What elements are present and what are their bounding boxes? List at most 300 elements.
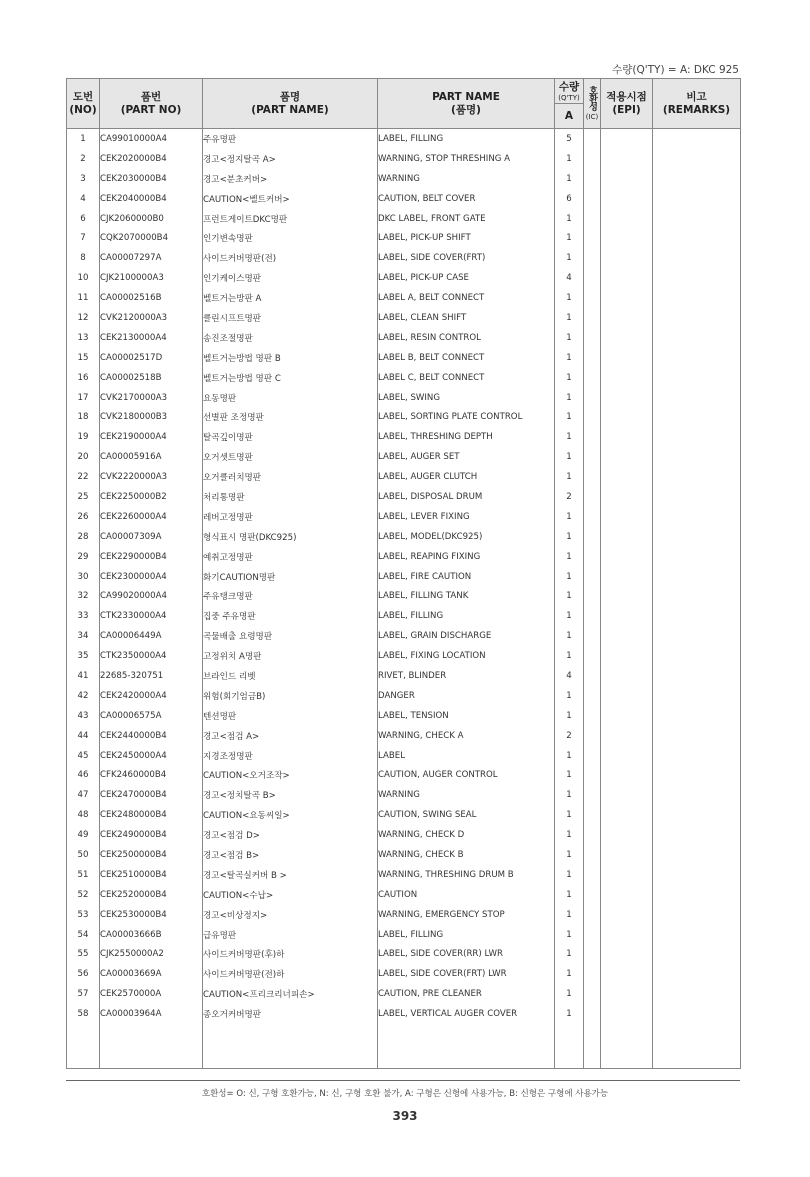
header-qty-a: A — [555, 104, 584, 129]
row-part-no: CA00007297A — [100, 248, 203, 268]
row-remarks — [653, 805, 741, 825]
table-row — [67, 706, 741, 726]
table-row — [67, 865, 741, 885]
row-part-name-en: LABEL B, BELT CONNECT — [378, 348, 555, 368]
row-ic — [584, 626, 601, 646]
row-no: 58 — [67, 1004, 100, 1024]
row-part-no: CA99010000A4 — [100, 129, 203, 149]
row-epi — [601, 785, 653, 805]
row-part-name-kr: 경고<탈곡실커버 B > — [203, 865, 378, 885]
table-row — [67, 885, 741, 905]
header-part-no: 품번 (PART NO) — [100, 79, 203, 129]
row-part-name-en: LABEL, FIXING LOCATION — [378, 646, 555, 666]
row-epi — [601, 686, 653, 706]
row-no: 34 — [67, 626, 100, 646]
row-part-name-kr: 인기케이스명판 — [203, 268, 378, 288]
table-row — [67, 328, 741, 348]
row-part-name-en: CAUTION, BELT COVER — [378, 189, 555, 209]
row-epi — [601, 407, 653, 427]
header-epi: 적용시점 (EPI) — [601, 79, 653, 129]
table-row — [67, 507, 741, 527]
row-part-name-kr: 주유탱크명판 — [203, 586, 378, 606]
row-part-no: CA00002517D — [100, 348, 203, 368]
row-qty: 1 — [555, 646, 584, 666]
row-qty: 4 — [555, 268, 584, 288]
table-row — [67, 567, 741, 587]
row-ic — [584, 606, 601, 626]
table-row — [67, 925, 741, 945]
row-part-name-kr: 송진조절명판 — [203, 328, 378, 348]
page-number: 393 — [392, 1109, 418, 1123]
row-ic — [584, 308, 601, 328]
row-part-name-kr: 주유명판 — [203, 129, 378, 149]
row-epi — [601, 507, 653, 527]
header-remarks: 비고 (REMARKS) — [653, 79, 741, 129]
row-part-name-kr: 선별판 조정명판 — [203, 407, 378, 427]
table-row — [67, 905, 741, 925]
row-part-name-kr: CAUTION<프리크리너피손> — [203, 984, 378, 1004]
row-remarks — [653, 726, 741, 746]
row-part-no: CEK2530000B4 — [100, 905, 203, 925]
row-no: 32 — [67, 586, 100, 606]
row-part-name-en: LABEL, FILLING TANK — [378, 586, 555, 606]
row-no: 13 — [67, 328, 100, 348]
row-ic — [584, 228, 601, 248]
row-part-name-kr: 급유명판 — [203, 925, 378, 945]
row-ic — [584, 586, 601, 606]
row-part-name-en: LABEL, SIDE COVER(FRT) LWR — [378, 964, 555, 984]
row-remarks — [653, 368, 741, 388]
row-qty: 1 — [555, 507, 584, 527]
row-part-no: CQK2070000B4 — [100, 228, 203, 248]
row-epi — [601, 149, 653, 169]
table-row — [67, 586, 741, 606]
row-epi — [601, 268, 653, 288]
row-ic — [584, 845, 601, 865]
row-epi — [601, 447, 653, 467]
row-part-name-kr: 종오거커버명판 — [203, 1004, 378, 1024]
row-ic — [584, 447, 601, 467]
row-no: 55 — [67, 945, 100, 965]
row-part-name-kr: 프런트게이트DKC명판 — [203, 209, 378, 229]
row-part-no: CA00002518B — [100, 368, 203, 388]
row-part-name-en: LABEL, FILLING — [378, 925, 555, 945]
row-no: 10 — [67, 268, 100, 288]
row-remarks — [653, 467, 741, 487]
row-part-name-kr: 브라인드 리벳 — [203, 666, 378, 686]
row-ic — [584, 368, 601, 388]
empty-row — [67, 1024, 741, 1069]
row-qty: 1 — [555, 825, 584, 845]
row-remarks — [653, 766, 741, 786]
row-remarks — [653, 567, 741, 587]
row-epi — [601, 825, 653, 845]
row-no: 47 — [67, 785, 100, 805]
row-ic — [584, 945, 601, 965]
header-ic: 호환성 (IC) — [584, 79, 601, 129]
row-epi — [601, 885, 653, 905]
row-epi — [601, 547, 653, 567]
table-row — [67, 1004, 741, 1024]
row-part-name-en: LABEL, FIRE CAUTION — [378, 567, 555, 587]
row-part-name-kr: 경고<정치탈곡 B> — [203, 785, 378, 805]
row-epi — [601, 666, 653, 686]
row-no: 18 — [67, 407, 100, 427]
table-row — [67, 388, 741, 408]
row-ic — [584, 427, 601, 447]
row-epi — [601, 586, 653, 606]
row-part-name-kr: 벨트거는방판 A — [203, 288, 378, 308]
row-epi — [601, 527, 653, 547]
row-no: 26 — [67, 507, 100, 527]
row-qty: 2 — [555, 726, 584, 746]
row-part-name-en: LABEL, REAPING FIXING — [378, 547, 555, 567]
row-ic — [584, 149, 601, 169]
table-row — [67, 805, 741, 825]
row-ic — [584, 388, 601, 408]
table-row — [67, 407, 741, 427]
table-row — [67, 149, 741, 169]
table-row — [67, 209, 741, 229]
row-remarks — [653, 447, 741, 467]
row-ic — [584, 885, 601, 905]
row-no: 57 — [67, 984, 100, 1004]
row-remarks — [653, 547, 741, 567]
table-row — [67, 964, 741, 984]
row-epi — [601, 805, 653, 825]
table-row — [67, 746, 741, 766]
row-qty: 2 — [555, 487, 584, 507]
row-qty: 1 — [555, 686, 584, 706]
row-no: 25 — [67, 487, 100, 507]
table-row — [67, 666, 741, 686]
row-part-no: CA00007309A — [100, 527, 203, 547]
row-part-no: CEK2290000B4 — [100, 547, 203, 567]
row-part-name-en: LABEL — [378, 746, 555, 766]
row-part-name-kr: CAUTION<요동씨일> — [203, 805, 378, 825]
row-qty: 1 — [555, 746, 584, 766]
row-remarks — [653, 427, 741, 447]
row-part-no: CEK2500000B4 — [100, 845, 203, 865]
empty-cell — [555, 1024, 584, 1069]
empty-cell — [653, 1024, 741, 1069]
row-qty: 1 — [555, 547, 584, 567]
row-epi — [601, 865, 653, 885]
row-epi — [601, 467, 653, 487]
row-remarks — [653, 606, 741, 626]
row-part-name-kr: 경고<정지탈곡 A> — [203, 149, 378, 169]
row-remarks — [653, 189, 741, 209]
row-ic — [584, 189, 601, 209]
row-ic — [584, 785, 601, 805]
row-qty: 1 — [555, 1004, 584, 1024]
row-part-no: CTK2350000A4 — [100, 646, 203, 666]
row-part-no: CJK2100000A3 — [100, 268, 203, 288]
row-no: 48 — [67, 805, 100, 825]
empty-cell — [203, 1024, 378, 1069]
row-remarks — [653, 626, 741, 646]
row-epi — [601, 606, 653, 626]
row-no: 42 — [67, 686, 100, 706]
row-epi — [601, 964, 653, 984]
row-ic — [584, 925, 601, 945]
row-qty: 1 — [555, 149, 584, 169]
row-epi — [601, 348, 653, 368]
row-qty: 1 — [555, 427, 584, 447]
row-no: 6 — [67, 209, 100, 229]
row-ic — [584, 646, 601, 666]
table-row — [67, 228, 741, 248]
row-part-name-kr: 집중 주유명판 — [203, 606, 378, 626]
row-part-no: CEK2190000A4 — [100, 427, 203, 447]
row-part-no: CVK2170000A3 — [100, 388, 203, 408]
row-part-name-en: LABEL, TENSION — [378, 706, 555, 726]
row-part-name-en: CAUTION — [378, 885, 555, 905]
row-remarks — [653, 586, 741, 606]
row-ic — [584, 766, 601, 786]
table-row — [67, 845, 741, 865]
table-row — [67, 169, 741, 189]
row-no: 29 — [67, 547, 100, 567]
row-qty: 1 — [555, 467, 584, 487]
row-ic — [584, 805, 601, 825]
row-remarks — [653, 785, 741, 805]
row-part-name-en: WARNING, STOP THRESHING A — [378, 149, 555, 169]
row-part-name-en: LABEL, MODEL(DKC925) — [378, 527, 555, 547]
row-part-name-en: LABEL, SIDE COVER(FRT) — [378, 248, 555, 268]
row-no: 15 — [67, 348, 100, 368]
row-epi — [601, 845, 653, 865]
row-part-no: CEK2490000B4 — [100, 825, 203, 845]
row-part-no: CEK2420000A4 — [100, 686, 203, 706]
header-qty: 수량 (Q'TY) — [555, 79, 584, 104]
row-no: 56 — [67, 964, 100, 984]
row-no: 3 — [67, 169, 100, 189]
row-remarks — [653, 149, 741, 169]
header-part-name-kr: 품명 (PART NAME) — [203, 79, 378, 129]
row-qty: 1 — [555, 228, 584, 248]
row-part-name-en: DKC LABEL, FRONT GATE — [378, 209, 555, 229]
row-part-name-kr: 위험(회기엄금B) — [203, 686, 378, 706]
table-row — [67, 447, 741, 467]
row-epi — [601, 288, 653, 308]
row-part-name-en: CAUTION, AUGER CONTROL — [378, 766, 555, 786]
row-qty: 1 — [555, 209, 584, 229]
row-ic — [584, 666, 601, 686]
table-row — [67, 268, 741, 288]
row-epi — [601, 487, 653, 507]
row-part-name-kr: 형식표시 명판(DKC925) — [203, 527, 378, 547]
row-part-name-en: LABEL, VERTICAL AUGER COVER — [378, 1004, 555, 1024]
row-epi — [601, 706, 653, 726]
row-qty: 1 — [555, 606, 584, 626]
row-part-name-kr: 예취고정명판 — [203, 547, 378, 567]
row-epi — [601, 726, 653, 746]
row-qty: 1 — [555, 288, 584, 308]
table-row — [67, 825, 741, 845]
row-no: 11 — [67, 288, 100, 308]
row-remarks — [653, 885, 741, 905]
row-remarks — [653, 706, 741, 726]
row-ic — [584, 905, 601, 925]
row-no: 33 — [67, 606, 100, 626]
table-row — [67, 288, 741, 308]
row-remarks — [653, 686, 741, 706]
row-epi — [601, 427, 653, 447]
row-qty: 1 — [555, 945, 584, 965]
row-part-name-kr: CAUTION<오거조작> — [203, 766, 378, 786]
row-epi — [601, 1004, 653, 1024]
row-qty: 4 — [555, 666, 584, 686]
row-part-name-en: LABEL, CLEAN SHIFT — [378, 308, 555, 328]
row-no: 45 — [67, 746, 100, 766]
row-part-name-en: LABEL, LEVER FIXING — [378, 507, 555, 527]
header-no: 도번 (NO) — [67, 79, 100, 129]
row-no: 22 — [67, 467, 100, 487]
table-row — [67, 467, 741, 487]
table-row — [67, 945, 741, 965]
row-no: 20 — [67, 447, 100, 467]
row-part-no: CEK2020000B4 — [100, 149, 203, 169]
row-qty: 1 — [555, 885, 584, 905]
row-epi — [601, 905, 653, 925]
row-remarks — [653, 1004, 741, 1024]
row-part-name-kr: 경고<분초커버> — [203, 169, 378, 189]
row-remarks — [653, 129, 741, 149]
row-qty: 5 — [555, 129, 584, 149]
table-row — [67, 189, 741, 209]
parts-table — [66, 78, 741, 1069]
table-row — [67, 766, 741, 786]
row-part-name-en: LABEL A, BELT CONNECT — [378, 288, 555, 308]
row-part-no: CFK2460000B4 — [100, 766, 203, 786]
row-qty: 1 — [555, 388, 584, 408]
row-no: 19 — [67, 427, 100, 447]
row-ic — [584, 964, 601, 984]
row-no: 28 — [67, 527, 100, 547]
row-part-name-en: LABEL, PICK-UP CASE — [378, 268, 555, 288]
row-part-no: CEK2130000A4 — [100, 328, 203, 348]
row-part-name-kr: 탈곡깊이명판 — [203, 427, 378, 447]
row-ic — [584, 129, 601, 149]
row-qty: 1 — [555, 706, 584, 726]
compatibility-footnote: 호환성= O: 신, 구형 호환가능, N: 신, 구형 호환 불가, A: 구형은 신형에 사용가능, B: 신형은 구형에 사용가능 — [201, 1089, 609, 1099]
row-ic — [584, 567, 601, 587]
table-row — [67, 646, 741, 666]
empty-cell — [378, 1024, 555, 1069]
row-part-name-kr: 레버고정명판 — [203, 507, 378, 527]
row-part-name-kr: 벨트거는방법 명판 B — [203, 348, 378, 368]
row-remarks — [653, 268, 741, 288]
row-epi — [601, 925, 653, 945]
row-no: 7 — [67, 228, 100, 248]
row-ic — [584, 527, 601, 547]
row-ic — [584, 507, 601, 527]
empty-cell — [601, 1024, 653, 1069]
row-part-name-en: RIVET, BLINDER — [378, 666, 555, 686]
row-part-no: CJK2550000A2 — [100, 945, 203, 965]
row-remarks — [653, 925, 741, 945]
row-part-no: CVK2120000A3 — [100, 308, 203, 328]
row-qty: 1 — [555, 328, 584, 348]
row-part-name-kr: 인기변속명판 — [203, 228, 378, 248]
row-part-no: CEK2300000A4 — [100, 567, 203, 587]
row-ic — [584, 487, 601, 507]
row-qty: 1 — [555, 984, 584, 1004]
row-part-name-kr: 오거클러치명판 — [203, 467, 378, 487]
row-remarks — [653, 169, 741, 189]
row-qty: 1 — [555, 447, 584, 467]
row-part-name-en: WARNING, THRESHING DRUM B — [378, 865, 555, 885]
row-part-name-en: LABEL, AUGER CLUTCH — [378, 467, 555, 487]
row-part-name-kr: 화기CAUTION명판 — [203, 567, 378, 587]
row-epi — [601, 567, 653, 587]
row-part-no: CEK2040000B4 — [100, 189, 203, 209]
row-qty: 1 — [555, 766, 584, 786]
empty-cell — [584, 1024, 601, 1069]
row-no: 35 — [67, 646, 100, 666]
row-part-name-kr: 클린시프트명판 — [203, 308, 378, 328]
row-part-no: CA00003964A — [100, 1004, 203, 1024]
row-part-name-kr: 요동명판 — [203, 388, 378, 408]
table-row — [67, 129, 741, 149]
row-part-name-en: LABEL, FILLING — [378, 606, 555, 626]
row-no: 50 — [67, 845, 100, 865]
row-epi — [601, 626, 653, 646]
table-row — [67, 626, 741, 646]
row-ic — [584, 348, 601, 368]
row-remarks — [653, 646, 741, 666]
row-epi — [601, 308, 653, 328]
row-part-name-kr: CAUTION<벨트커버> — [203, 189, 378, 209]
row-part-name-en: LABEL, FILLING — [378, 129, 555, 149]
row-part-name-kr: 벨트거는방법 명판 C — [203, 368, 378, 388]
row-part-name-en: LABEL, RESIN CONTROL — [378, 328, 555, 348]
row-part-name-en: WARNING, CHECK B — [378, 845, 555, 865]
row-part-name-kr: CAUTION<수납> — [203, 885, 378, 905]
empty-cell — [100, 1024, 203, 1069]
row-epi — [601, 209, 653, 229]
row-part-name-kr: 오거셋트명판 — [203, 447, 378, 467]
row-qty: 1 — [555, 805, 584, 825]
table-row — [67, 984, 741, 1004]
table-row — [67, 248, 741, 268]
row-epi — [601, 248, 653, 268]
row-part-no: CEK2570000A — [100, 984, 203, 1004]
row-part-name-kr: 경고<점검 A> — [203, 726, 378, 746]
row-remarks — [653, 945, 741, 965]
table-row — [67, 348, 741, 368]
row-qty: 1 — [555, 845, 584, 865]
row-qty: 1 — [555, 626, 584, 646]
row-part-name-en: WARNING — [378, 785, 555, 805]
row-no: 4 — [67, 189, 100, 209]
row-epi — [601, 368, 653, 388]
row-part-name-kr: 처리통명판 — [203, 487, 378, 507]
row-qty: 1 — [555, 407, 584, 427]
row-epi — [601, 945, 653, 965]
row-part-no: CEK2030000B4 — [100, 169, 203, 189]
row-part-name-en: LABEL, GRAIN DISCHARGE — [378, 626, 555, 646]
row-qty: 1 — [555, 865, 584, 885]
qty-legend: 수량(Q'TY) = A: DKC 925 — [612, 64, 739, 76]
row-no: 51 — [67, 865, 100, 885]
row-remarks — [653, 845, 741, 865]
row-part-no: CEK2480000B4 — [100, 805, 203, 825]
row-no: 46 — [67, 766, 100, 786]
row-part-name-en: LABEL, PICK-UP SHIFT — [378, 228, 555, 248]
row-ic — [584, 467, 601, 487]
